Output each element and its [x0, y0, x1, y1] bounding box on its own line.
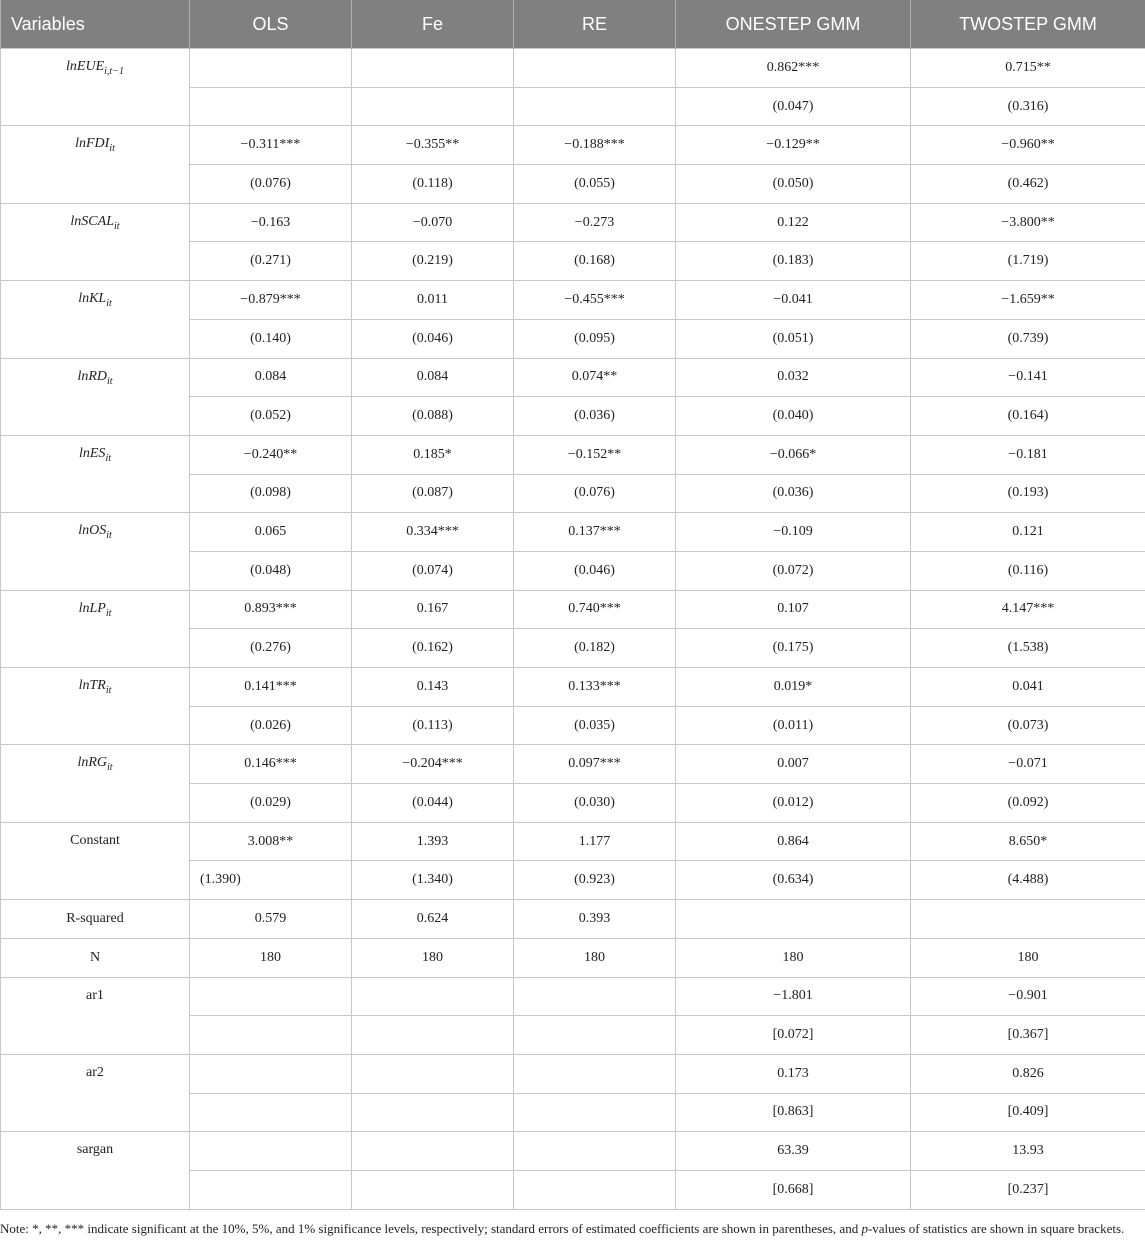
coef-cell — [911, 900, 1145, 939]
se-cell: (0.046) — [352, 319, 514, 358]
variable-base: lnFDI — [75, 136, 110, 152]
note-suffix: -values of statistics are shown in square brackets. — [867, 1220, 1125, 1236]
se-cell: (0.219) — [352, 242, 514, 281]
coef-cell: 0.579 — [190, 900, 352, 939]
coef-cell — [514, 49, 676, 88]
coef-cell: 0.893*** — [190, 590, 352, 629]
se-cell: (0.029) — [190, 784, 352, 823]
se-cell: (0.183) — [676, 242, 911, 281]
coef-cell: 1.177 — [514, 822, 676, 861]
se-cell: (0.271) — [190, 242, 352, 281]
coef-cell: 0.019* — [676, 668, 911, 707]
note-p: p — [861, 1220, 868, 1236]
se-cell — [514, 1016, 676, 1055]
se-cell: (0.095) — [514, 319, 676, 358]
coef-cell — [514, 977, 676, 1016]
variable-base: lnRG — [77, 755, 107, 771]
se-cell — [190, 1093, 352, 1132]
se-cell: (0.276) — [190, 629, 352, 668]
coef-cell: −0.204*** — [352, 745, 514, 784]
variable-subscript: i,t−1 — [104, 65, 124, 77]
coef-cell: 0.097*** — [514, 745, 676, 784]
table-row-n — [1, 938, 1145, 977]
se-cell: (0.316) — [911, 87, 1145, 126]
coef-cell: −0.109 — [676, 513, 911, 552]
table-row-lnos — [1, 513, 1145, 552]
coef-cell: 0.862*** — [676, 49, 911, 88]
variable-name-ar2: ar2 — [1, 1054, 190, 1131]
coef-cell: 4.147*** — [911, 590, 1145, 629]
note-prefix: Note: *, **, *** indicate significant at the 10%, 5%, and 1% significance levels, respectively; standard errors of estimated coefficients are shown in parentheses, and — [0, 1220, 862, 1236]
table-row-lnrg — [1, 745, 1145, 784]
coef-cell: 0.173 — [676, 1054, 911, 1093]
coef-cell — [676, 900, 911, 939]
variable-name-sargan: sargan — [1, 1132, 190, 1209]
coef-cell — [352, 49, 514, 88]
variable-subscript: it — [105, 452, 111, 464]
coef-cell — [190, 1132, 352, 1171]
table-row-lnscal — [1, 203, 1145, 242]
coef-cell: −0.273 — [514, 203, 676, 242]
se-cell: (0.072) — [676, 551, 911, 590]
coef-cell — [352, 1132, 514, 1171]
se-cell: (0.193) — [911, 474, 1145, 513]
se-cell: (4.488) — [911, 861, 1145, 900]
se-cell: (0.047) — [676, 87, 911, 126]
se-cell: (0.634) — [676, 861, 911, 900]
se-cell: [0.072] — [676, 1016, 911, 1055]
coef-cell: 0.133*** — [514, 668, 676, 707]
coef-cell: 0.167 — [352, 590, 514, 629]
coef-cell: −0.071 — [911, 745, 1145, 784]
coef-cell: 3.008** — [190, 822, 352, 861]
coef-cell: 8.650* — [911, 822, 1145, 861]
se-cell: (0.036) — [676, 474, 911, 513]
se-cell: (0.036) — [514, 397, 676, 436]
variable-name-constant: Constant — [1, 822, 190, 899]
coef-cell: 0.122 — [676, 203, 911, 242]
se-cell: (0.074) — [352, 551, 514, 590]
table-row-r-squared — [1, 900, 1145, 939]
variable-base: lnLP — [78, 600, 106, 616]
variable-name-n: N — [1, 938, 190, 977]
coef-cell: 0.041 — [911, 668, 1145, 707]
se-cell: (0.162) — [352, 629, 514, 668]
coef-cell: 0.185* — [352, 435, 514, 474]
coef-cell — [352, 1054, 514, 1093]
se-cell: (0.055) — [514, 165, 676, 204]
coef-cell — [190, 977, 352, 1016]
variable-subscript: it — [107, 375, 113, 387]
variable-name-lnos — [1, 513, 190, 590]
variable-name-lntr — [1, 668, 190, 745]
coef-cell: 0.074** — [514, 358, 676, 397]
variable-base: lnES — [78, 445, 106, 461]
se-cell: (0.098) — [190, 474, 352, 513]
se-cell: (0.046) — [514, 551, 676, 590]
header-ols: OLS — [190, 0, 352, 49]
coef-cell: 0.146*** — [190, 745, 352, 784]
se-cell: (1.538) — [911, 629, 1145, 668]
se-cell: (0.113) — [352, 706, 514, 745]
se-cell — [352, 1016, 514, 1055]
table-row-lnkl — [1, 281, 1145, 320]
coef-cell: 0.826 — [911, 1054, 1145, 1093]
coef-cell: −0.041 — [676, 281, 911, 320]
header-re: RE — [514, 0, 676, 49]
coef-cell: −0.240** — [190, 435, 352, 474]
se-cell: [0.237] — [911, 1170, 1145, 1209]
se-cell: [0.863] — [676, 1093, 911, 1132]
se-cell: (1.340) — [352, 861, 514, 900]
se-cell: (0.035) — [514, 706, 676, 745]
se-cell: (0.739) — [911, 319, 1145, 358]
table-row-ar1 — [1, 977, 1145, 1016]
se-cell: (0.092) — [911, 784, 1145, 823]
coef-cell: 0.011 — [352, 281, 514, 320]
se-cell: (0.182) — [514, 629, 676, 668]
variable-base: lnTR — [78, 678, 106, 693]
variable-subscript: it — [106, 530, 112, 542]
coef-cell: −0.141 — [911, 358, 1145, 397]
se-cell — [514, 1170, 676, 1209]
se-cell: (0.462) — [911, 165, 1145, 204]
variable-name-lnkl — [1, 281, 190, 358]
variable-subscript: it — [105, 684, 112, 696]
se-cell — [190, 87, 352, 126]
coef-cell: 0.007 — [676, 745, 911, 784]
variable-name-lnfdi — [1, 126, 190, 203]
coef-cell: −0.181 — [911, 435, 1145, 474]
coef-cell: 0.740*** — [514, 590, 676, 629]
coef-cell: −0.960** — [911, 126, 1145, 165]
se-cell: (0.026) — [190, 706, 352, 745]
coef-cell: 0.084 — [190, 358, 352, 397]
se-cell: (0.012) — [676, 784, 911, 823]
se-cell: (0.011) — [676, 706, 911, 745]
se-cell: (0.048) — [190, 551, 352, 590]
table-body — [1, 49, 1145, 1210]
se-cell: [0.367] — [911, 1016, 1145, 1055]
table-note — [0, 1210, 1145, 1239]
variable-base: lnSCAL — [70, 213, 114, 229]
coef-cell — [190, 1054, 352, 1093]
coef-cell: 0.032 — [676, 358, 911, 397]
variable-subscript: it — [105, 607, 112, 619]
coef-cell: −0.455*** — [514, 281, 676, 320]
variable-subscript: it — [114, 220, 120, 232]
table-row-lnlp — [1, 590, 1145, 629]
coef-cell: 180 — [514, 938, 676, 977]
se-cell: (0.073) — [911, 706, 1145, 745]
se-cell — [190, 1170, 352, 1209]
se-cell — [514, 1093, 676, 1132]
se-cell: [0.409] — [911, 1093, 1145, 1132]
coef-cell: 0.065 — [190, 513, 352, 552]
se-cell — [352, 1170, 514, 1209]
coef-cell: −0.879*** — [190, 281, 352, 320]
se-cell: (0.044) — [352, 784, 514, 823]
variable-base: lnRD — [77, 368, 107, 384]
coef-cell: 0.393 — [514, 900, 676, 939]
coef-cell: −0.070 — [352, 203, 514, 242]
se-cell: (1.390) — [190, 861, 352, 900]
variable-name-lnscal — [1, 203, 190, 280]
variable-name-ar1: ar1 — [1, 977, 190, 1054]
coef-cell: 63.39 — [676, 1132, 911, 1171]
se-cell — [190, 1016, 352, 1055]
coef-cell: 0.143 — [352, 668, 514, 707]
se-cell: (0.118) — [352, 165, 514, 204]
header-row — [1, 0, 1145, 49]
table-row-lneue — [1, 49, 1145, 88]
variable-subscript: it — [107, 762, 113, 774]
se-cell: (0.050) — [676, 165, 911, 204]
se-cell: (0.923) — [514, 861, 676, 900]
se-cell: (0.116) — [911, 551, 1145, 590]
coef-cell — [352, 977, 514, 1016]
header-variables: Variables — [1, 0, 190, 49]
coef-cell: −0.188*** — [514, 126, 676, 165]
coef-cell: 1.393 — [352, 822, 514, 861]
variable-name-lnes — [1, 435, 190, 512]
coef-cell: −0.901 — [911, 977, 1145, 1016]
coef-cell: 0.121 — [911, 513, 1145, 552]
se-cell — [352, 1093, 514, 1132]
coef-cell: −0.311*** — [190, 126, 352, 165]
table-row-lnes — [1, 435, 1145, 474]
coef-cell: 180 — [911, 938, 1145, 977]
se-cell — [514, 87, 676, 126]
se-cell: (0.040) — [676, 397, 911, 436]
se-cell: (0.088) — [352, 397, 514, 436]
header-fe: Fe — [352, 0, 514, 49]
variable-subscript: it — [109, 143, 115, 155]
table-row-lnrd — [1, 358, 1145, 397]
coef-cell: 0.137*** — [514, 513, 676, 552]
coef-cell: 0.624 — [352, 900, 514, 939]
coef-cell: 0.715** — [911, 49, 1145, 88]
variable-base: lnKL — [78, 291, 107, 307]
se-cell: (0.076) — [190, 165, 352, 204]
se-cell: (0.175) — [676, 629, 911, 668]
variable-name-lneue — [1, 49, 190, 126]
coef-cell: 0.141*** — [190, 668, 352, 707]
header-onestep-gmm: ONESTEP GMM — [676, 0, 911, 49]
table-row-sargan — [1, 1132, 1145, 1171]
se-cell: (0.087) — [352, 474, 514, 513]
coef-cell: 0.084 — [352, 358, 514, 397]
se-cell: (0.051) — [676, 319, 911, 358]
table-row-constant — [1, 822, 1145, 861]
variable-name-lnrg — [1, 745, 190, 822]
coef-cell: 0.334*** — [352, 513, 514, 552]
coef-cell — [514, 1054, 676, 1093]
variable-name-lnrd — [1, 358, 190, 435]
coef-cell: 180 — [352, 938, 514, 977]
coef-cell: −1.801 — [676, 977, 911, 1016]
variable-base: lnOS — [78, 523, 107, 539]
table-row-lntr — [1, 668, 1145, 707]
coef-cell: 0.864 — [676, 822, 911, 861]
coef-cell: 13.93 — [911, 1132, 1145, 1171]
se-cell — [352, 87, 514, 126]
coef-cell: −0.129** — [676, 126, 911, 165]
se-cell: (0.168) — [514, 242, 676, 281]
se-cell: (0.030) — [514, 784, 676, 823]
coef-cell: −1.659** — [911, 281, 1145, 320]
variable-subscript: it — [106, 297, 112, 309]
variable-base: lnEUE — [66, 59, 105, 74]
coef-cell: 180 — [676, 938, 911, 977]
coef-cell — [514, 1132, 676, 1171]
header-twostep-gmm: TWOSTEP GMM — [911, 0, 1145, 49]
coef-cell: 0.107 — [676, 590, 911, 629]
se-cell: [0.668] — [676, 1170, 911, 1209]
variable-name-lnlp — [1, 590, 190, 667]
coef-cell: −0.066* — [676, 435, 911, 474]
coef-cell: −3.800** — [911, 203, 1145, 242]
coef-cell — [190, 49, 352, 88]
se-cell: (0.052) — [190, 397, 352, 436]
se-cell: (0.140) — [190, 319, 352, 358]
se-cell: (0.076) — [514, 474, 676, 513]
se-cell: (1.719) — [911, 242, 1145, 281]
coef-cell: −0.355** — [352, 126, 514, 165]
se-cell: (0.164) — [911, 397, 1145, 436]
coef-cell: −0.163 — [190, 203, 352, 242]
variable-name-r-squared: R-squared — [1, 900, 190, 939]
table-row-ar2 — [1, 1054, 1145, 1093]
coef-cell: 180 — [190, 938, 352, 977]
coef-cell: −0.152** — [514, 435, 676, 474]
table-row-lnfdi — [1, 126, 1145, 165]
